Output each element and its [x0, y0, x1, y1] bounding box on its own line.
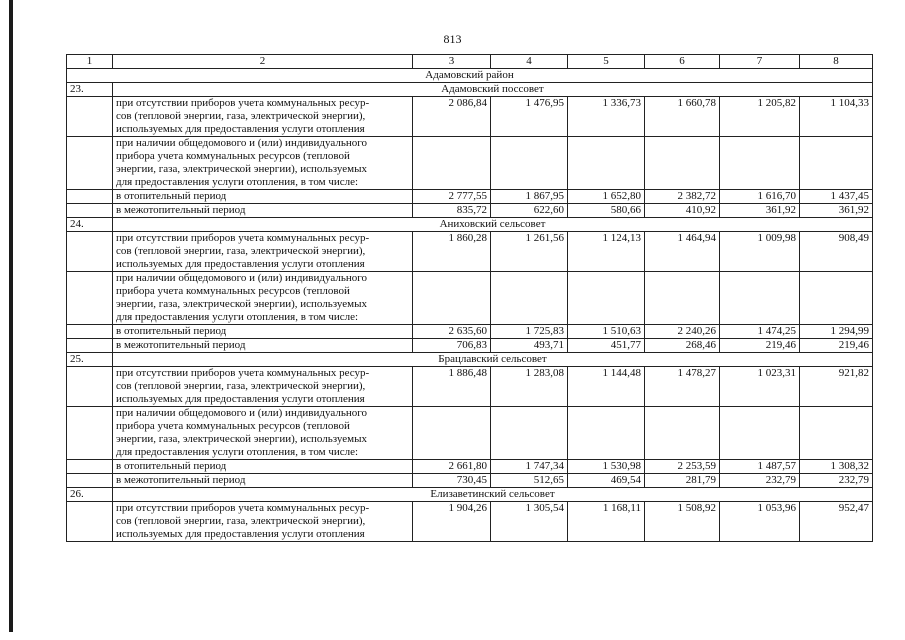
value-cell: 1 308,32 [800, 460, 873, 474]
value-cell: 1 336,73 [568, 97, 645, 137]
value-cell [491, 272, 568, 325]
table-body [67, 55, 873, 542]
value-cell: 1 860,28 [413, 232, 491, 272]
value-cell: 1 660,78 [645, 97, 720, 137]
section-name: Адамовский поссовет [113, 83, 873, 97]
row-description: при отсутствии приборов учета коммунальных ресур- сов (тепловой энергии, газа, электрической энергии), используемых для предоставления услуги отопления [113, 232, 413, 272]
value-cell: 2 240,26 [645, 325, 720, 339]
value-cell: 1 261,56 [491, 232, 568, 272]
table-row [67, 502, 873, 542]
value-cell: 1 283,08 [491, 367, 568, 407]
row-description: при наличии общедомового и (или) индивидуального прибора учета коммунальных ресурсов (тепловой энергии, газа, электрической энергии), используемых для предоставления услуги отопления, в том числе: [113, 407, 413, 460]
value-cell [800, 137, 873, 190]
empty-index-cell [67, 97, 113, 137]
empty-index-cell [67, 367, 113, 407]
empty-index-cell [67, 137, 113, 190]
section-name: Аниховский сельсовет [113, 218, 873, 232]
value-cell: 1 616,70 [720, 190, 800, 204]
value-cell: 2 086,84 [413, 97, 491, 137]
value-cell: 1 725,83 [491, 325, 568, 339]
value-cell: 1 652,80 [568, 190, 645, 204]
value-cell [491, 137, 568, 190]
value-cell [720, 137, 800, 190]
empty-index-cell [67, 272, 113, 325]
value-cell [413, 407, 491, 460]
value-cell: 281,79 [645, 474, 720, 488]
page-number: 813 [443, 32, 462, 46]
value-cell: 512,65 [491, 474, 568, 488]
row-description: в межотопительный период [113, 339, 413, 353]
row-description: в отопительный период [113, 460, 413, 474]
value-cell: 493,71 [491, 339, 568, 353]
value-cell: 1 205,82 [720, 97, 800, 137]
value-cell [645, 137, 720, 190]
value-cell: 1 747,34 [491, 460, 568, 474]
value-cell: 2 382,72 [645, 190, 720, 204]
value-cell: 2 635,60 [413, 325, 491, 339]
row-description: при наличии общедомового и (или) индивидуального прибора учета коммунальных ресурсов (тепловой энергии, газа, электрической энергии), используемых для предоставления услуги отопления, в том числе: [113, 272, 413, 325]
row-description: в отопительный период [113, 325, 413, 339]
table-row [67, 137, 873, 190]
value-cell [800, 272, 873, 325]
section-header-row [67, 353, 873, 367]
column-header: 4 [491, 55, 568, 69]
value-cell [568, 137, 645, 190]
empty-index-cell [67, 339, 113, 353]
value-cell: 706,83 [413, 339, 491, 353]
value-cell: 580,66 [568, 204, 645, 218]
table-row [67, 407, 873, 460]
value-cell: 908,49 [800, 232, 873, 272]
section-header-row [67, 218, 873, 232]
empty-index-cell [67, 190, 113, 204]
value-cell: 1 904,26 [413, 502, 491, 542]
table-row [67, 367, 873, 407]
value-cell: 1 104,33 [800, 97, 873, 137]
section-name: Елизаветинский сельсовет [113, 488, 873, 502]
value-cell: 730,45 [413, 474, 491, 488]
section-index: 24. [67, 218, 113, 232]
empty-index-cell [67, 474, 113, 488]
value-cell: 1 508,92 [645, 502, 720, 542]
section-index: 23. [67, 83, 113, 97]
value-cell [800, 407, 873, 460]
section-header-row [67, 83, 873, 97]
value-cell: 2 661,80 [413, 460, 491, 474]
value-cell: 1 474,25 [720, 325, 800, 339]
table-row [67, 474, 873, 488]
column-header: 1 [67, 55, 113, 69]
value-cell [645, 272, 720, 325]
value-cell: 361,92 [720, 204, 800, 218]
row-description: в межотопительный период [113, 474, 413, 488]
value-cell: 1 009,98 [720, 232, 800, 272]
value-cell [413, 137, 491, 190]
row-description: при отсутствии приборов учета коммунальных ресур- сов (тепловой энергии, газа, электрической энергии), используемых для предоставления услуги отопления [113, 367, 413, 407]
empty-index-cell [67, 407, 113, 460]
empty-index-cell [67, 232, 113, 272]
value-cell: 361,92 [800, 204, 873, 218]
value-cell: 921,82 [800, 367, 873, 407]
value-cell: 1 437,45 [800, 190, 873, 204]
section-name: Брацлавский сельсовет [113, 353, 873, 367]
value-cell: 1 476,95 [491, 97, 568, 137]
row-description: в отопительный период [113, 190, 413, 204]
row-description: при наличии общедомового и (или) индивидуального прибора учета коммунальных ресурсов (тепловой энергии, газа, электрической энергии), используемых для предоставления услуги отопления, в том числе: [113, 137, 413, 190]
scan-edge-bar [9, 0, 13, 632]
table-row [67, 97, 873, 137]
value-cell: 1 510,63 [568, 325, 645, 339]
value-cell: 1 124,13 [568, 232, 645, 272]
value-cell: 1 168,11 [568, 502, 645, 542]
value-cell: 1 023,31 [720, 367, 800, 407]
section-header-row [67, 488, 873, 502]
column-header: 3 [413, 55, 491, 69]
value-cell: 1 867,95 [491, 190, 568, 204]
value-cell: 2 777,55 [413, 190, 491, 204]
value-cell: 451,77 [568, 339, 645, 353]
value-cell [491, 407, 568, 460]
value-cell: 622,60 [491, 204, 568, 218]
table-row [67, 325, 873, 339]
section-index: 26. [67, 488, 113, 502]
value-cell: 835,72 [413, 204, 491, 218]
empty-index-cell [67, 204, 113, 218]
table-row [67, 460, 873, 474]
value-cell: 219,46 [720, 339, 800, 353]
table-row [67, 232, 873, 272]
value-cell: 1 487,57 [720, 460, 800, 474]
column-header: 7 [720, 55, 800, 69]
value-cell: 1 294,99 [800, 325, 873, 339]
table-row [67, 272, 873, 325]
value-cell: 1 144,48 [568, 367, 645, 407]
table-row [67, 339, 873, 353]
value-cell: 1 530,98 [568, 460, 645, 474]
value-cell: 1 478,27 [645, 367, 720, 407]
value-cell: 1 305,54 [491, 502, 568, 542]
table-row [67, 190, 873, 204]
empty-index-cell [67, 325, 113, 339]
row-description: в межотопительный период [113, 204, 413, 218]
column-header-row [67, 55, 873, 69]
region-row [67, 69, 873, 83]
column-header: 5 [568, 55, 645, 69]
value-cell: 1 886,48 [413, 367, 491, 407]
row-description: при отсутствии приборов учета коммунальных ресур- сов (тепловой энергии, газа, электрической энергии), используемых для предоставления услуги отопления [113, 97, 413, 137]
value-cell: 410,92 [645, 204, 720, 218]
value-cell: 952,47 [800, 502, 873, 542]
table-row [67, 204, 873, 218]
value-cell [568, 407, 645, 460]
value-cell: 1 464,94 [645, 232, 720, 272]
empty-index-cell [67, 460, 113, 474]
value-cell: 1 053,96 [720, 502, 800, 542]
section-index: 25. [67, 353, 113, 367]
value-cell: 2 253,59 [645, 460, 720, 474]
value-cell [720, 272, 800, 325]
column-header: 2 [113, 55, 413, 69]
value-cell [645, 407, 720, 460]
value-cell [720, 407, 800, 460]
tariff-table [66, 54, 873, 542]
column-header: 8 [800, 55, 873, 69]
empty-index-cell [67, 502, 113, 542]
row-description: при отсутствии приборов учета коммунальных ресур- сов (тепловой энергии, газа, электрической энергии), используемых для предоставления услуги отопления [113, 502, 413, 542]
value-cell: 268,46 [645, 339, 720, 353]
value-cell: 232,79 [720, 474, 800, 488]
value-cell: 469,54 [568, 474, 645, 488]
value-cell: 219,46 [800, 339, 873, 353]
column-header: 6 [645, 55, 720, 69]
value-cell: 232,79 [800, 474, 873, 488]
region-name: Адамовский район [67, 69, 873, 83]
value-cell [413, 272, 491, 325]
value-cell [568, 272, 645, 325]
